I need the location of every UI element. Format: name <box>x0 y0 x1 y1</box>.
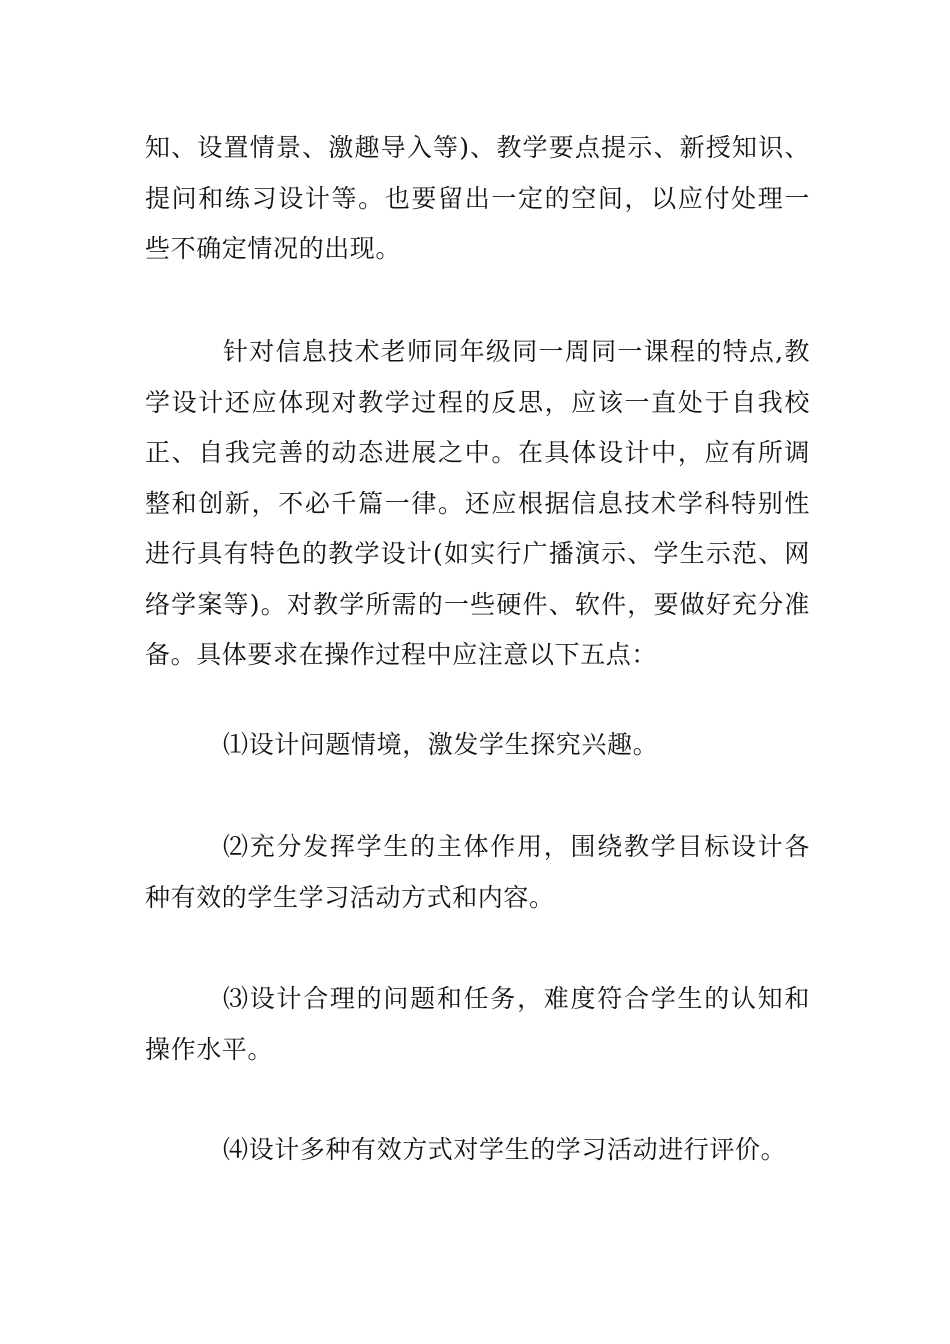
list-item-1: ⑴设计问题情境，激发学生探究兴趣。 <box>223 730 659 759</box>
list-item-3: ⑶设计合理的问题和任务，难度符合学生的认知和操作水平。 <box>145 984 810 1064</box>
paragraph-design-reflection: 针对信息技术老师同年级同一周同一课程的特点,教学设计还应体现对教学过程的反思，应该一直处于自我校正、自我完善的动态进展之中。在具体设计中，应有所调整和创新，不必千篇一律。还应根据信息技术学科特别性进行具有特色的教学设计(如实行广播演示、学生示范、网络学案等)。对教学所需的一些硬件、软件，要做好充分准备。具体要求在操作过程中应注意以下五点： <box>145 337 810 669</box>
list-item-2: ⑵充分发挥学生的主体作用，围绕教学目标设计各种有效的学生学习活动方式和内容。 <box>145 832 810 912</box>
list-item-4: ⑷设计多种有效方式对学生的学习活动进行评价。 <box>223 1135 787 1164</box>
paragraph-continuation: 知、设置情景、激趣导入等)、教学要点提示、新授知识、提问和练习设计等。也要留出一定的空间，以应付处理一些不确定情况的出现。 <box>145 133 810 263</box>
